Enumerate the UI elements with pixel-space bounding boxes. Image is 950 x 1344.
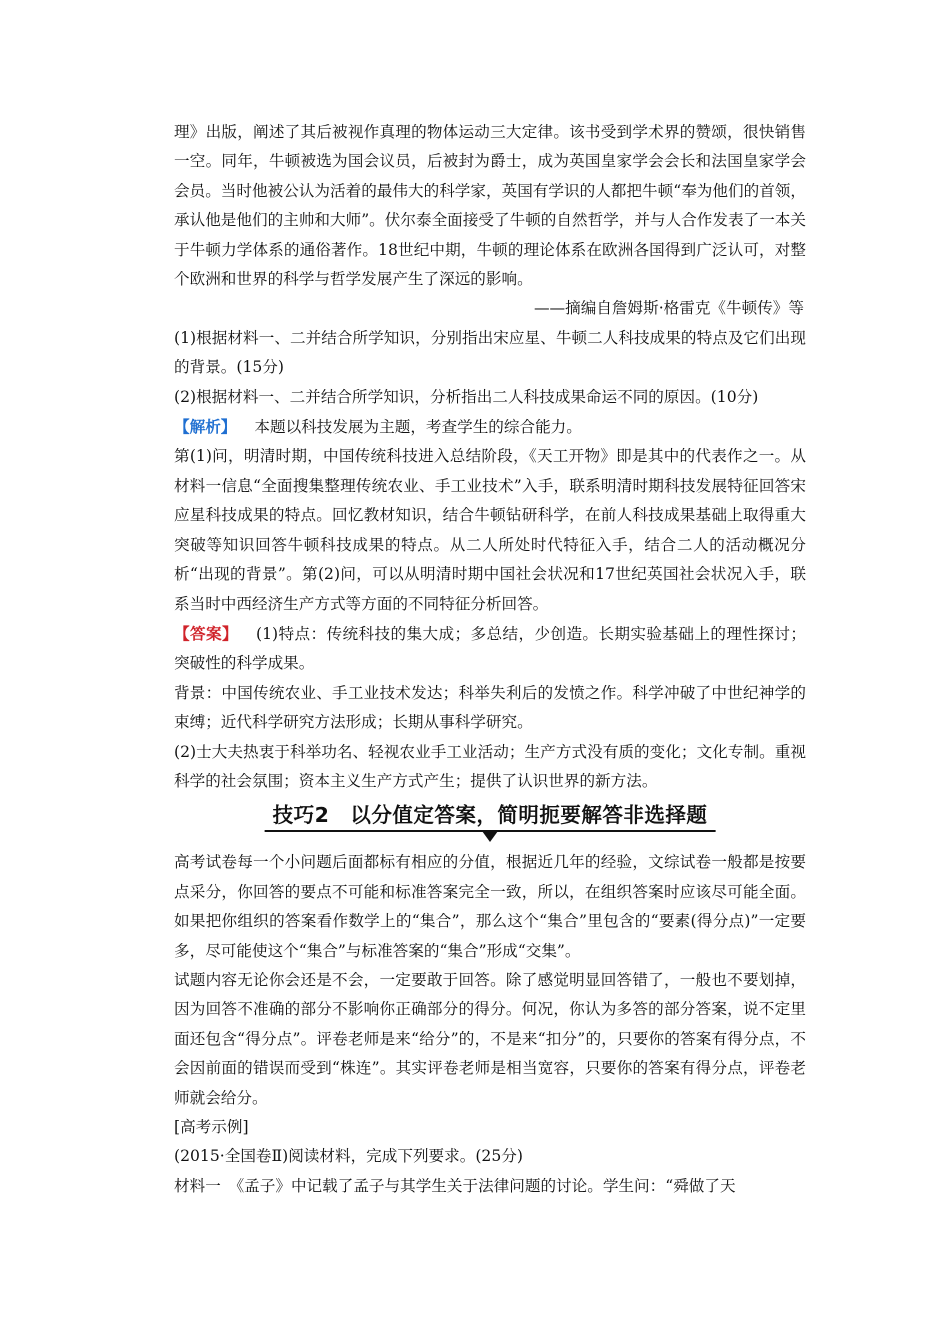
answer-label: 【答案】 <box>174 623 238 643</box>
source-attribution: ——摘编自詹姆斯·格雷克《牛顿传》等 <box>533 299 804 318</box>
analysis-label: 【解析】 <box>174 417 237 437</box>
section-heading: 技巧2 以分值定答案，简明扼要解答非选择题 <box>265 802 716 832</box>
tip-paragraph-1: 高考试卷每一个小问题后面都标有相应的分值，根据近几年的经验，文综试卷一般都是按要点采分，你回答的要点不可能和标准答案完全一致，所以，在组织答案时应该尽可能全面。如果把你组织的答案看作数学上的“集合”，那么这个“集合”里包含的“要素(得分点)”一定要多，尽可能使这个“集合”与标准答案的“集合”形成“交集”。 <box>174 853 806 960</box>
question-2: (2)根据材料一、二并结合所学知识，分析指出二人科技成果命运不同的原因。(10分) <box>174 387 759 406</box>
answer-line-1 <box>174 619 806 679</box>
section-heading-block <box>174 802 806 846</box>
answer-line-3: (2)士大夫热衷于科举功名、轻视农业手工业活动；生产方式没有质的变化；文化专制。重视科学的社会氛围；资本主义生产方式产生；提供了认识世界的新方法。 <box>174 742 806 790</box>
material-paragraph: 理》出版，阐述了其后被视作真理的物体运动三大定律。该书受到学术界的赞颂，很快销售一空。同年，牛顿被选为国会议员，后被封为爵士，成为英国皇家学会会长和法国皇家学会会员。当时他被公认为活着的最伟大的科学家，英国有学识的人都把牛顿“奉为他们的首领，承认他是他们的主帅和大师”。伏尔泰全面接受了牛顿的自然哲学，并与人合作发表了一本关于牛顿力学体系的通俗著作。18世纪中期，牛顿的理论体系在欧洲各国得到广泛认可，对整个欧洲和世界的科学与哲学发展产生了深远的影响。 <box>174 123 806 289</box>
tip-paragraph-2: 试题内容无论你会还是不会，一定要敢于回答。除了感觉明显回答错了，一般也不要划掉，因为回答不准确的部分不影响你正确部分的得分。何况，你认为多答的部分答案，说不定里面还包含“得分点”。评卷老师是来“给分”的，不是来“扣分”的，只要你的答案有得分点，不会因前面的错误而受到“株连”。其实评卷老师是相当宽容，只要你的答案有得分点，评卷老师就会给分。 <box>174 970 806 1107</box>
example-instruction: (2015·全国卷Ⅱ)阅读材料，完成下列要求。(25分) <box>174 1147 523 1166</box>
document-page <box>174 118 806 1201</box>
heading-triangle-icon <box>482 831 498 842</box>
answer-text-1: (1)特点：传统科技的集大成；多总结，少创造。长期实验基础上的理性探讨；突破性的科学成果。 <box>174 624 806 673</box>
material-one-start: 材料一 《孟子》中记载了孟子与其学生关于法律问题的讨论。学生问：“舜做了天 <box>174 1176 736 1195</box>
example-label: [高考示例] <box>174 1118 249 1136</box>
analysis-intro-line <box>174 412 806 442</box>
answer-line-2: 背景：中国传统农业、手工业技术发达；科举失利后的发愤之作。科学冲破了中世纪神学的束缚；近代科学研究方法形成；长期从事科学研究。 <box>174 683 806 732</box>
analysis-body: 第(1)问，明清时期，中国传统科技进入总结阶段，《天工开物》即是其中的代表作之一。从材料一信息“全面搜集整理传统农业、手工业技术”入手，联系明清时期科技发展特征回答宋应星科技成果的特点。回忆教材知识，结合牛顿钻研科学，在前人科技成果基础上取得重大突破等知识回答牛顿科技成果的特点。从二人所处时代特征入手，结合二人的活动概况分析“出现的背景”。第(2)问，可以从明清时期中国社会状况和17世纪英国社会状况入手，联系当时中西经济生产方式等方面的不同特征分析回答。 <box>174 447 806 613</box>
analysis-intro: 本题以科技发展为主题，考查学生的综合能力。 <box>254 418 582 437</box>
question-1: (1)根据材料一、二并结合所学知识，分别指出宋应星、牛顿二人科技成果的特点及它们出现的背景。(15分) <box>174 328 806 377</box>
